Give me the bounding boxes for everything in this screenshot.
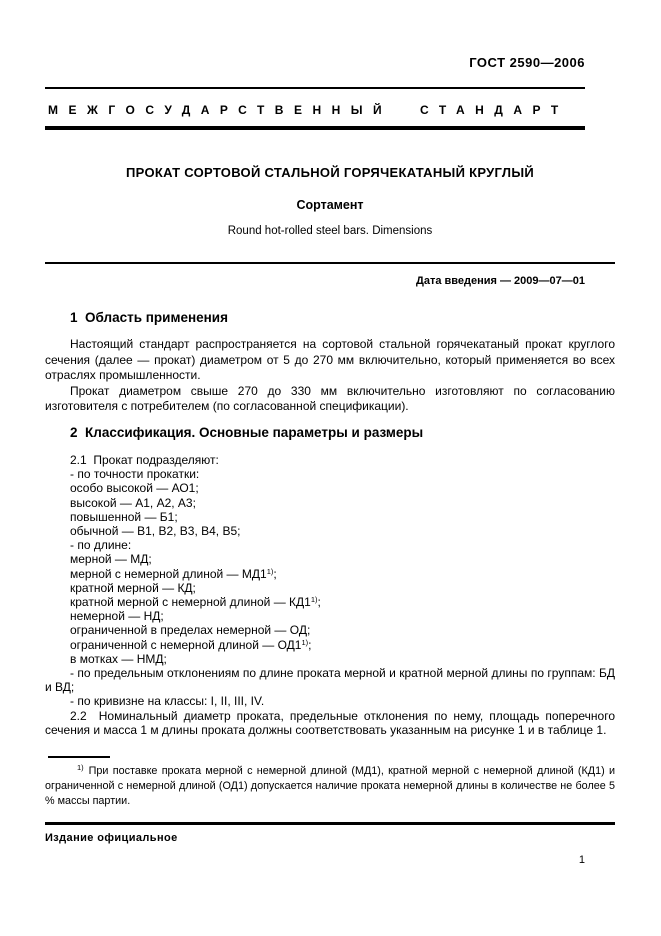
footnote <box>45 764 615 809</box>
footnote-reference: 1) <box>310 595 318 604</box>
classification-item: 2.1 Прокат подразделяют: <box>70 452 219 467</box>
footnote-marker: 1) <box>77 763 84 773</box>
classification-item: ограниченной в пределах немерной — ОД; <box>70 623 311 638</box>
classification-item: мерной — МД; <box>70 552 152 567</box>
section-1-heading: 1 Область применения <box>70 310 228 325</box>
footnote-separator <box>48 756 110 758</box>
classification-item: кратной мерной — КД; <box>70 580 196 595</box>
standard-type-banner: МЕЖГОСУДАРСТВЕННЫЙ СТАНДАРТ <box>48 103 569 117</box>
classification-item: особо высокой — АО1; <box>70 481 199 496</box>
classification-item: кратной мерной с немерной длиной — КД1$^{1)}$; <box>70 595 321 609</box>
doc-code: ГОСТ 2590—2006 <box>469 55 585 70</box>
effective-date: Дата введения — 2009—07—01 <box>416 275 585 287</box>
header-rule-thick <box>45 126 585 130</box>
title-separator-rule <box>45 262 615 264</box>
classification-item: мерной с немерной длиной — МД1$^{1)}$; <box>70 566 277 581</box>
section-2-heading: 2 Классификация. Основные параметры и размеры <box>70 424 424 440</box>
document-title: ПРОКАТ СОРТОВОЙ СТАЛЬНОЙ ГОРЯЧЕКАТАНЫЙ КРУГЛЫЙ <box>126 165 534 180</box>
document-subtitle: Сортамент <box>296 198 364 212</box>
classification-list <box>45 453 615 737</box>
classification-item: - по длине: <box>70 538 132 553</box>
classification-item: немерной — НД; <box>70 609 164 624</box>
footnote-reference: 1) <box>301 637 309 647</box>
header-rule-thin <box>45 87 585 89</box>
classification-item: повышенной — Б1; <box>70 509 178 524</box>
classification-item: обычной — В1, В2, В3, В4, В5; <box>70 523 241 538</box>
edition-note: Издание официальное <box>45 832 178 845</box>
classification-item: 2.2 Номинальный диаметр проката, предельные отклонения по нему, площадь поперечного сечения и масса 1 м длины проката должны соответствовать указанным на рисунке 1 и в таблице 1. <box>45 708 615 737</box>
footer-rule-thick <box>45 822 615 826</box>
page-number: 1 <box>578 854 585 867</box>
classification-item: ограниченной с немерной длиной — ОД1$^{1)}$; <box>70 637 312 652</box>
section-1-paragraph: Прокат диаметром свыше 270 до 330 мм включительно изготовляют по согласованию изготовителя с потребителем (по согласованной спецификации). <box>45 383 615 414</box>
document-title-english: Round hot-rolled steel bars. Dimensions <box>227 225 433 237</box>
footnote-text: При поставке проката мерной с немерной длиной (МД1), кратной мерной с немерной длиной (КД1) и ограниченной с немерной длиной (ОД1) допускается наличие проката немерной длины в количестве не более 5 % массы партии. <box>45 764 615 807</box>
section-1-paragraph: Настоящий стандарт распространяется на сортовой стальной горячекатаный прокат круглого сечения (далее — прокат) диаметром от 5 до 270 мм включительно, который применяется во всех отраслях промышленности. <box>45 337 615 383</box>
classification-item: высокой — А1, А2, А3; <box>70 495 196 510</box>
footnote-reference: 1) <box>266 566 274 576</box>
classification-item: в мотках — НМД; <box>70 651 167 666</box>
classification-item: - по точности прокатки: <box>70 467 200 482</box>
classification-item: - по предельным отклонениям по длине проката мерной и кратной мерной длины по группам: БД и ВД; <box>45 666 615 695</box>
classification-item: - по кривизне на классы: I, II, III, IV. <box>70 694 265 709</box>
